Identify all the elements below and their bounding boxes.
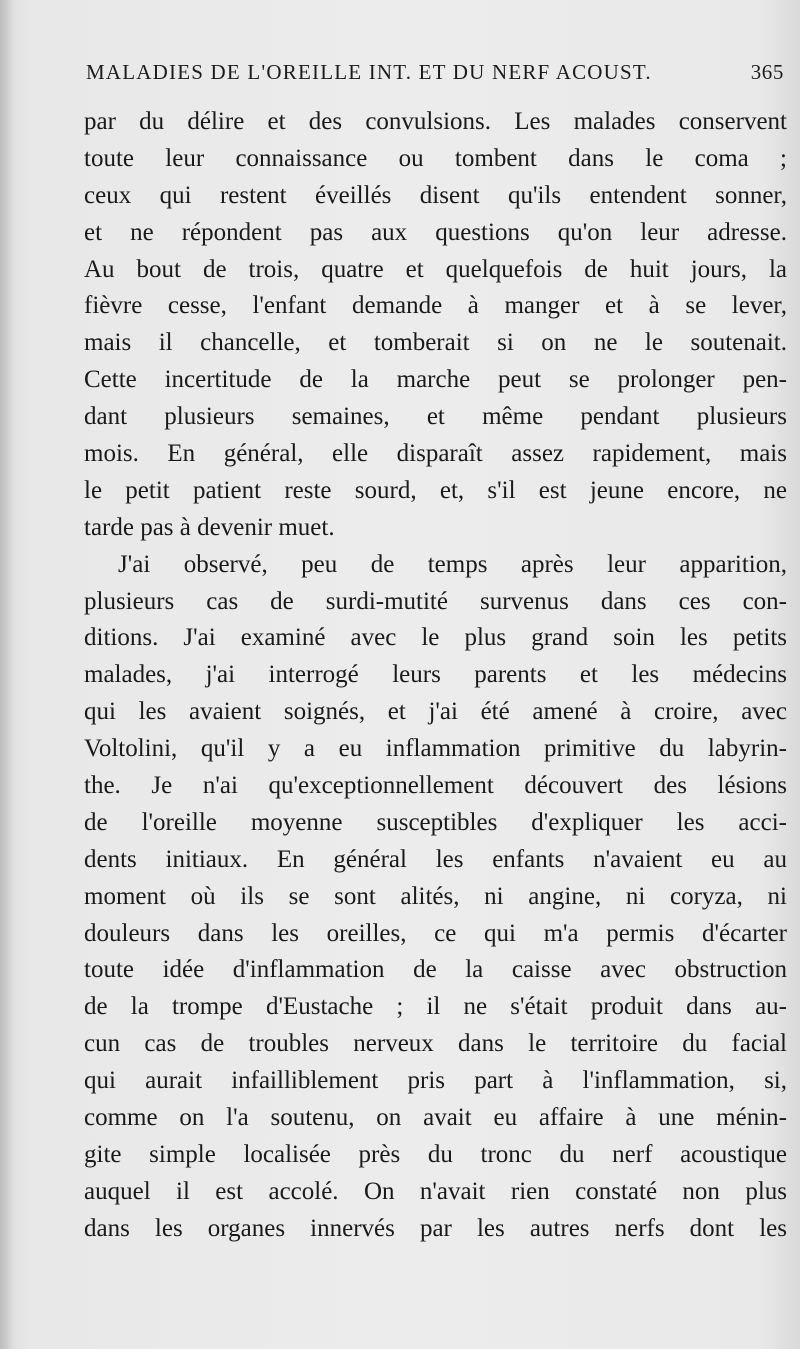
text-line: toute idée d'inflammation de la caisse avec obstruction — [84, 956, 787, 984]
text-line: plusieurs cas de surdi-mutité survenus dans ces con- — [84, 587, 787, 615]
text-line: par du délire et des convulsions. Les malades conservent — [84, 108, 787, 135]
text-line: auquel il est accolé. On n'avait rien constaté non plus — [84, 1177, 787, 1205]
text-line: douleurs dans les oreilles, ce qui m'a permis d'écarter — [84, 919, 787, 947]
text-line: fièvre cesse, l'enfant demande à manger et à se lever, — [84, 292, 787, 320]
text-line: dents initiaux. En général les enfants n'avaient eu au — [84, 845, 787, 873]
text-line: ditions. J'ai examiné avec le plus grand soin les petits — [84, 624, 787, 652]
text-line: de la trompe d'Eustache ; il ne s'était produit dans au- — [84, 993, 787, 1021]
text-line: dans les organes innervés par les autres nerfs dont les — [84, 1214, 787, 1242]
text-line: moment où ils se sont alités, ni angine, ni coryza, ni — [84, 882, 787, 910]
page-gutter-shadow — [0, 0, 14, 1349]
text-line: et ne répondent pas aux questions qu'on leur adresse. — [84, 218, 787, 246]
text-line: Cette incertitude de la marche peut se prolonger pen- — [84, 366, 787, 394]
running-title: MALADIES DE L'OREILLE INT. ET DU NERF ACOUST. — [86, 60, 652, 84]
text-line: the. Je n'ai qu'exceptionnellement découvert des lésions — [84, 772, 787, 800]
paragraph-end-line: tarde pas à devenir muet. — [84, 513, 335, 541]
text-line: Voltolini, qu'il y a eu inflammation primitive du labyrin- — [84, 735, 787, 763]
text-line: malades, j'ai interrogé leurs parents et les médecins — [84, 661, 787, 689]
body-text — [84, 104, 787, 1248]
text-line: cun cas de troubles nerveux dans le territoire du facial — [84, 1030, 787, 1058]
text-line: ceux qui restent éveillés disent qu'ils entendent sonner, — [84, 181, 787, 209]
text-line: qui aurait infailliblement pris part à l'inflammation, si, — [84, 1067, 787, 1095]
text-line: gite simple localisée près du tronc du nerf acoustique — [84, 1140, 787, 1168]
text-line: dant plusieurs semaines, et même pendant plusieurs — [84, 403, 787, 431]
text-line: le petit patient reste sourd, et, s'il est jeune encore, ne — [84, 476, 787, 504]
text-line: toute leur connaissance ou tombent dans le coma ; — [84, 144, 787, 172]
text-line: Au bout de trois, quatre et quelquefois de huit jours, la — [84, 255, 787, 283]
text-line: mois. En général, elle disparaît assez rapidement, mais — [84, 440, 787, 468]
text-line: de l'oreille moyenne susceptibles d'expliquer les acci- — [84, 808, 787, 836]
page-number: 365 — [750, 60, 784, 84]
text-line: comme on l'a soutenu, on avait eu affaire à une ménin- — [84, 1104, 787, 1132]
text-line: mais il chancelle, et tomberait si on ne le soutenait. — [84, 329, 787, 357]
paragraph-first-line: J'ai observé, peu de temps après leur apparition, — [118, 550, 787, 578]
running-header — [86, 60, 784, 85]
text-line: qui les avaient soignés, et j'ai été amené à croire, avec — [84, 698, 787, 726]
